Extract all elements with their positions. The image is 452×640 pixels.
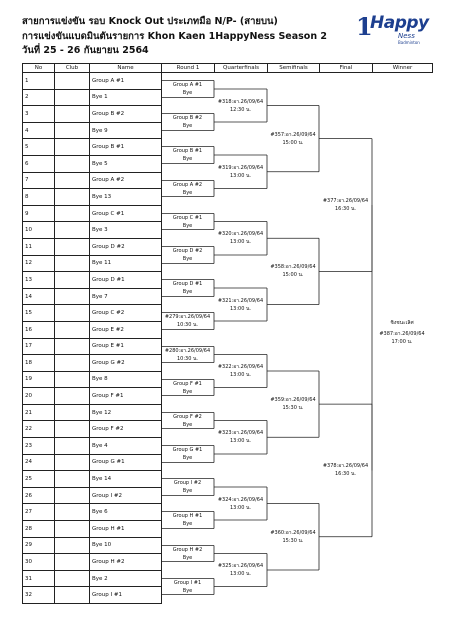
- quarterfinals-match-label: #318:อา.26/09/64: [217, 98, 264, 105]
- no-cell: 6: [23, 155, 55, 172]
- quarterfinals-match-time: 13:00 น.: [229, 239, 251, 246]
- name-cell: Group H #2: [90, 554, 162, 571]
- col-final: Final: [320, 64, 373, 73]
- round1-match-label: Group I #2: [173, 480, 202, 486]
- round1-match-time: Bye: [182, 156, 193, 162]
- round1-match-time: Bye: [182, 554, 193, 561]
- round1-match-time: Bye: [182, 455, 193, 461]
- logo-word: Happy: [370, 13, 429, 33]
- no-cell: 23: [23, 438, 55, 455]
- final-match-label: #378:อา.26/09/64: [322, 463, 369, 470]
- no-cell: 8: [23, 189, 55, 206]
- no-cell: 24: [23, 454, 55, 471]
- semifinals-match-label: #357:อา.26/09/64: [270, 131, 316, 138]
- no-cell: 16: [23, 321, 55, 338]
- col-quarterfinals: Quarterfinals: [215, 64, 268, 73]
- quarterfinals-match-time: 13:00 น.: [229, 571, 251, 577]
- name-cell: Bye 13: [90, 189, 162, 206]
- round1-match-time: Bye: [182, 222, 193, 229]
- no-cell: 17: [23, 338, 55, 355]
- name-cell: Group A #1: [90, 73, 162, 90]
- name-cell: Group I #1: [90, 587, 162, 604]
- name-cell: Group D #2: [90, 238, 162, 255]
- no-cell: 4: [23, 122, 55, 139]
- name-cell: Bye 8: [90, 371, 162, 388]
- no-cell: 26: [23, 487, 55, 504]
- final-match-label: #377:อา.26/09/64: [322, 198, 369, 204]
- no-cell: 2: [23, 89, 55, 106]
- name-cell: Group F #2: [90, 421, 162, 438]
- round1-match-label: Group A #1: [172, 82, 203, 88]
- round1-match-time: Bye: [182, 488, 193, 494]
- quarterfinals-match-label: #321:อา.26/09/64: [217, 297, 264, 304]
- semifinals-match-time: 15:30 น.: [282, 405, 304, 412]
- quarterfinals-match-label: #320:อา.26/09/64: [217, 231, 264, 238]
- no-cell: 9: [23, 205, 55, 222]
- semifinals-match-time: 15:00 น.: [282, 272, 304, 279]
- name-cell: Group C #1: [90, 205, 162, 222]
- semifinals-match-time: 15:30 น.: [282, 537, 304, 544]
- round1-match-label: Group H #2: [172, 546, 203, 553]
- round1-match-label: Group I #1: [173, 579, 202, 586]
- no-cell: 29: [23, 537, 55, 554]
- name-cell: Group H #1: [90, 521, 162, 538]
- name-cell: Group I #2: [90, 487, 162, 504]
- round1-match-time: 10:30 น.: [176, 355, 198, 362]
- round1-match-label: Group B #2: [172, 115, 203, 121]
- no-cell: 25: [23, 471, 55, 488]
- logo-sub: Ness: [398, 32, 415, 40]
- quarterfinals-match-label: #324:อา.26/09/64: [217, 496, 264, 503]
- name-cell: Bye 6: [90, 504, 162, 521]
- name-cell: Bye 14: [90, 471, 162, 488]
- winner-label: ชิงชนะเลิศ: [390, 319, 414, 326]
- winner-match-label: #387:อา.26/09/64: [379, 330, 425, 337]
- no-cell: 20: [23, 388, 55, 405]
- no-cell: 5: [23, 139, 55, 156]
- no-cell: 12: [23, 255, 55, 272]
- quarterfinals-match-label: #325:อา.26/09/64: [217, 563, 264, 569]
- quarterfinals-match-label: #322:อา.26/09/64: [217, 364, 264, 370]
- no-cell: 13: [23, 272, 55, 289]
- quarterfinals-match-time: 13:00 น.: [229, 305, 251, 312]
- quarterfinals-match-time: 12:30 น.: [229, 106, 251, 113]
- logo-tag: Badminton: [398, 40, 420, 45]
- col-semifinals: Semifinals: [268, 64, 320, 73]
- round1-match-time: Bye: [182, 289, 193, 295]
- semifinals-match-label: #358:อา.26/09/64: [270, 264, 316, 271]
- col-club: Club: [55, 64, 90, 73]
- round1-match-label: Group A #2: [172, 181, 203, 188]
- round1-match-time: 10:30 น.: [176, 322, 198, 328]
- quarterfinals-match-time: 13:00 น.: [229, 438, 251, 445]
- round1-match-label: Group B #1: [172, 148, 203, 154]
- round1-match-time: Bye: [182, 388, 193, 395]
- name-cell: Bye 10: [90, 537, 162, 554]
- round1-match-time: Bye: [182, 521, 193, 527]
- col-round1: Round 1: [162, 64, 215, 73]
- round1-match-label: #280:อา.26/09/64: [164, 347, 211, 354]
- round1-match-time: Bye: [182, 123, 193, 129]
- col-winner: Winner: [373, 64, 433, 73]
- round1-match-time: Bye: [182, 189, 193, 196]
- name-cell: Group E #2: [90, 321, 162, 338]
- round1-match-label: Group D #2: [172, 248, 203, 254]
- name-cell: Group B #2: [90, 106, 162, 123]
- col-name: Name: [90, 64, 162, 73]
- name-cell: Group A #2: [90, 172, 162, 189]
- no-cell: 21: [23, 404, 55, 421]
- name-cell: Bye 4: [90, 438, 162, 455]
- round1-match-time: Bye: [182, 587, 193, 594]
- round1-match-label: Group G #1: [172, 447, 203, 453]
- no-cell: 15: [23, 305, 55, 322]
- no-cell: 32: [23, 587, 55, 604]
- quarterfinals-match-label: #323:อา.26/09/64: [217, 430, 264, 437]
- no-cell: 10: [23, 222, 55, 239]
- semifinals-match-label: #360:อา.26/09/64: [270, 529, 316, 536]
- semifinals-match-label: #359:อา.26/09/64: [270, 397, 316, 404]
- round1-match-time: Bye: [182, 421, 193, 428]
- round1-match-time: Bye: [182, 256, 193, 262]
- name-cell: Bye 3: [90, 222, 162, 239]
- no-cell: 14: [23, 288, 55, 305]
- title-line-2: การแข่งขันแบดมินตันรายการ Khon Kaen 1HappyNess Season 2: [22, 31, 328, 42]
- no-cell: 30: [23, 554, 55, 571]
- title-line-1: สายการแข่งขัน รอบ Knock Out ประเภทมือ N/P- (สายบน): [22, 16, 278, 27]
- round1-match-time: Bye: [182, 90, 193, 96]
- no-cell: 1: [23, 73, 55, 90]
- quarterfinals-match-time: 13:00 น.: [229, 172, 251, 179]
- name-cell: Bye 9: [90, 122, 162, 139]
- no-cell: 7: [23, 172, 55, 189]
- final-match-time: 16:30 น.: [334, 206, 356, 212]
- name-cell: Group F #1: [90, 388, 162, 405]
- quarterfinals-match-time: 13:00 น.: [229, 504, 251, 511]
- semifinals-match-time: 15:00 น.: [282, 139, 304, 146]
- no-cell: 11: [23, 238, 55, 255]
- round1-match-label: Group F #1: [173, 380, 202, 387]
- round1-match-label: Group D #1: [172, 281, 203, 287]
- quarterfinals-match-time: 13:00 น.: [229, 372, 251, 378]
- name-cell: Bye 12: [90, 404, 162, 421]
- col-no: No: [23, 64, 55, 73]
- quarterfinals-match-label: #319:อา.26/09/64: [217, 164, 264, 171]
- round1-match-label: #279:อา.26/09/64: [164, 314, 211, 320]
- name-cell: Bye 11: [90, 255, 162, 272]
- winner-match-time: 17:00 น.: [391, 338, 413, 345]
- round1-match-label: Group F #2: [173, 413, 202, 420]
- no-cell: 22: [23, 421, 55, 438]
- name-cell: Group C #2: [90, 305, 162, 322]
- name-cell: Group G #1: [90, 454, 162, 471]
- name-cell: Group G #2: [90, 355, 162, 372]
- round1-match-label: Group C #1: [172, 214, 203, 221]
- name-cell: Bye 2: [90, 570, 162, 587]
- name-cell: Bye 1: [90, 89, 162, 106]
- no-cell: 28: [23, 521, 55, 538]
- name-cell: Bye 5: [90, 155, 162, 172]
- name-cell: Bye 7: [90, 288, 162, 305]
- name-cell: Group D #1: [90, 272, 162, 289]
- title-line-3: วันที่ 25 - 26 กันยายน 2564: [22, 45, 149, 56]
- no-cell: 19: [23, 371, 55, 388]
- no-cell: 27: [23, 504, 55, 521]
- logo-numeral: 1: [356, 12, 373, 41]
- no-cell: 18: [23, 355, 55, 372]
- name-cell: Group B #1: [90, 139, 162, 156]
- round1-match-label: Group H #1: [172, 513, 203, 519]
- name-cell: Group E #1: [90, 338, 162, 355]
- no-cell: 31: [23, 570, 55, 587]
- no-cell: 3: [23, 106, 55, 123]
- final-match-time: 16:30 น.: [334, 471, 356, 478]
